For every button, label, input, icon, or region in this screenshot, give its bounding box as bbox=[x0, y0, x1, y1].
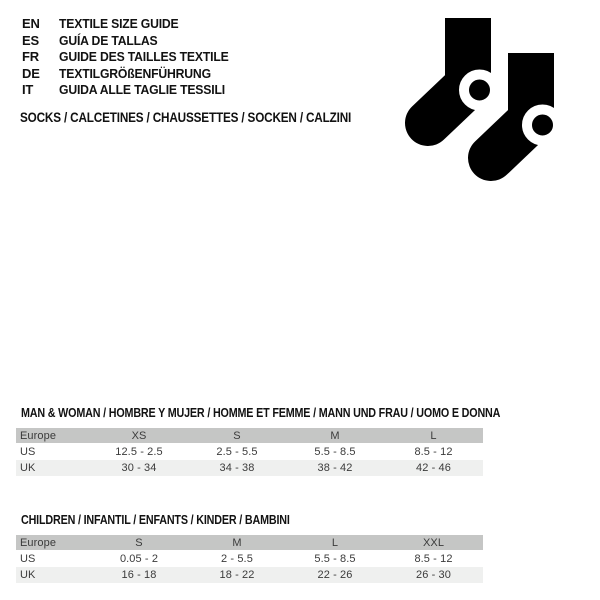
row-label-us: US bbox=[20, 552, 36, 565]
sock-front-shape bbox=[491, 44, 563, 158]
children-table bbox=[16, 535, 483, 583]
language-label: GUIDA ALLE TAGLIE TESSILI bbox=[59, 82, 225, 97]
table-row bbox=[16, 460, 483, 476]
row-label-uk: UK bbox=[20, 462, 36, 474]
size-cell: 34 - 38 bbox=[219, 462, 255, 474]
language-code: ES bbox=[22, 32, 39, 48]
language-row-fr bbox=[22, 49, 239, 66]
column-header-m: M bbox=[232, 536, 242, 549]
man-woman-table bbox=[16, 428, 483, 476]
size-cell: 8.5 - 12 bbox=[414, 552, 453, 565]
size-cell: 0.05 - 2 bbox=[119, 552, 159, 565]
table-header-row bbox=[16, 535, 483, 550]
size-cell: 22 - 26 bbox=[317, 569, 353, 581]
column-header-l: L bbox=[331, 536, 339, 549]
socks-icon bbox=[390, 5, 590, 195]
table-row bbox=[16, 567, 483, 583]
language-label: GUÍA DE TALLAS bbox=[59, 32, 158, 48]
size-cell: 42 - 46 bbox=[416, 462, 451, 474]
column-header-xs: XS bbox=[131, 429, 147, 442]
size-cell: 16 - 18 bbox=[121, 569, 157, 581]
size-cell: 5.5 - 8.5 bbox=[314, 552, 356, 565]
column-header-xxl: XXL bbox=[422, 536, 445, 549]
language-code: IT bbox=[22, 82, 34, 97]
size-cell: 2 - 5.5 bbox=[221, 552, 253, 565]
man-woman-section bbox=[16, 406, 501, 476]
sock-back-shape bbox=[428, 18, 495, 123]
language-list bbox=[22, 16, 239, 99]
table-header-row bbox=[16, 428, 483, 443]
column-header-m: M bbox=[330, 429, 340, 442]
column-header-europe: Europe bbox=[20, 429, 57, 442]
column-header-europe: Europe bbox=[20, 536, 57, 549]
size-cell: 2.5 - 5.5 bbox=[216, 445, 258, 458]
column-header-s: S bbox=[135, 536, 143, 549]
column-header-s: S bbox=[233, 429, 241, 442]
children-section bbox=[16, 513, 483, 583]
size-cell: 5.5 - 8.5 bbox=[314, 445, 356, 458]
size-cell: 38 - 42 bbox=[317, 462, 353, 474]
column-header-l: L bbox=[430, 429, 437, 442]
language-code: EN bbox=[22, 16, 40, 31]
language-row-de bbox=[22, 66, 239, 83]
language-row-it bbox=[22, 82, 239, 99]
size-cell: 30 - 34 bbox=[121, 462, 157, 474]
row-label-us: US bbox=[20, 445, 36, 458]
table-row bbox=[16, 443, 483, 460]
size-cell: 8.5 - 12 bbox=[414, 445, 453, 458]
language-row-es bbox=[22, 33, 239, 50]
language-code: DE bbox=[22, 65, 40, 81]
children-title: CHILDREN / INFANTIL / ENFANTS / KINDER / BAMBINI bbox=[21, 513, 290, 527]
language-label: TEXTILGRÖßENFÜHRUNG bbox=[59, 65, 211, 81]
size-cell: 18 - 22 bbox=[219, 569, 255, 581]
language-row-en bbox=[22, 16, 239, 33]
size-cell: 26 - 30 bbox=[416, 569, 451, 581]
table-row bbox=[16, 550, 483, 567]
man-woman-title: MAN & WOMAN / HOMBRE Y MUJER / HOMME ET FEMME / MANN UND FRAU / UOMO E DONNA bbox=[21, 406, 501, 420]
size-cell: 12.5 - 2.5 bbox=[115, 445, 163, 458]
category-title: SOCKS / CALCETINES / CHAUSSETTES / SOCKEN / CALZINI bbox=[20, 110, 352, 125]
language-label: TEXTILE SIZE GUIDE bbox=[59, 16, 179, 31]
language-code: FR bbox=[22, 49, 39, 64]
row-label-uk: UK bbox=[20, 569, 36, 581]
language-label: GUIDE DES TAILLES TEXTILE bbox=[59, 49, 229, 64]
